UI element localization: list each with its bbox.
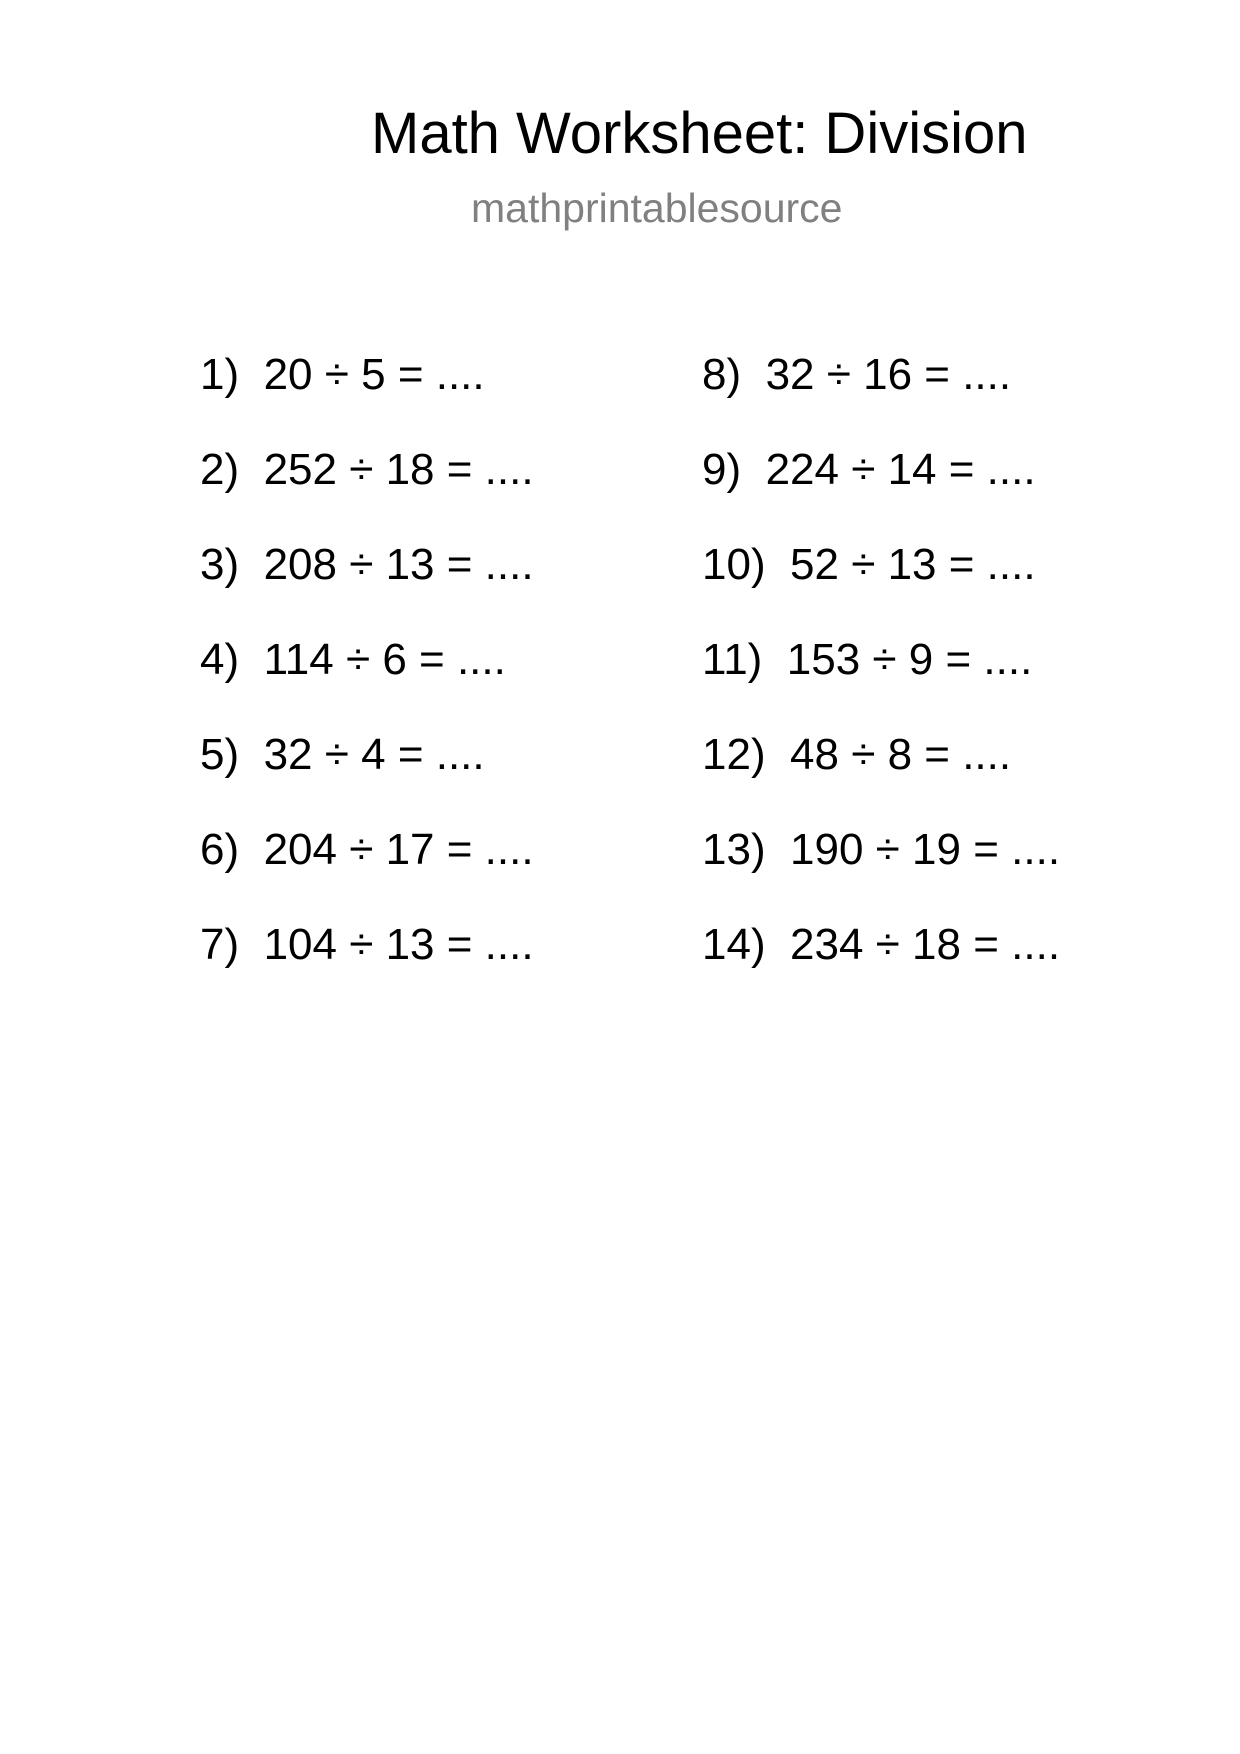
problem-number: 5) <box>200 730 240 779</box>
problem-item <box>200 915 534 1010</box>
problem-number: 11) <box>702 635 763 684</box>
worksheet-title: Math Worksheet: Division <box>371 101 1028 166</box>
problem-item <box>702 630 1060 725</box>
problem-number: 14) <box>702 920 766 969</box>
problem-number: 4) <box>200 635 240 684</box>
problem-expression: 190 ÷ 19 = .... <box>790 825 1061 874</box>
worksheet-source: mathprintablesource <box>471 185 843 231</box>
problem-expression: 234 ÷ 18 = .... <box>790 920 1061 969</box>
problem-expression: 104 ÷ 13 = .... <box>263 920 534 969</box>
problem-number: 12) <box>702 730 766 779</box>
problem-number: 6) <box>200 825 240 874</box>
problem-expression: 48 ÷ 8 = .... <box>790 730 1012 779</box>
problem-item <box>702 915 1060 1010</box>
problem-item <box>200 345 534 440</box>
problem-number: 1) <box>200 350 240 399</box>
problem-number: 7) <box>200 920 240 969</box>
problem-item <box>200 630 534 725</box>
problem-item <box>702 345 1060 440</box>
problem-number: 10) <box>702 540 766 589</box>
problem-item <box>200 440 534 535</box>
problem-expression: 153 ÷ 9 = .... <box>786 635 1033 684</box>
problem-item <box>200 725 534 820</box>
problem-number: 8) <box>702 350 742 399</box>
problem-expression: 114 ÷ 6 = .... <box>263 635 506 684</box>
problem-expression: 208 ÷ 13 = .... <box>263 540 534 589</box>
problem-number: 13) <box>702 825 766 874</box>
problem-item <box>702 440 1060 535</box>
problem-expression: 32 ÷ 4 = .... <box>263 730 485 779</box>
problem-item <box>702 535 1060 630</box>
problem-expression: 52 ÷ 13 = .... <box>790 540 1036 589</box>
problems-left-column <box>200 345 534 1010</box>
problem-expression: 32 ÷ 16 = .... <box>765 350 1012 399</box>
problem-expression: 20 ÷ 5 = .... <box>263 350 485 399</box>
problem-item <box>702 725 1060 820</box>
problem-expression: 204 ÷ 17 = .... <box>263 825 534 874</box>
problems-right-column <box>702 345 1060 1010</box>
problem-number: 9) <box>702 445 742 494</box>
problem-item <box>702 820 1060 915</box>
problem-number: 3) <box>200 540 240 589</box>
problem-item <box>200 820 534 915</box>
problem-expression: 224 ÷ 14 = .... <box>765 445 1036 494</box>
problem-expression: 252 ÷ 18 = .... <box>263 445 534 494</box>
problem-item <box>200 535 534 630</box>
problem-number: 2) <box>200 445 240 494</box>
